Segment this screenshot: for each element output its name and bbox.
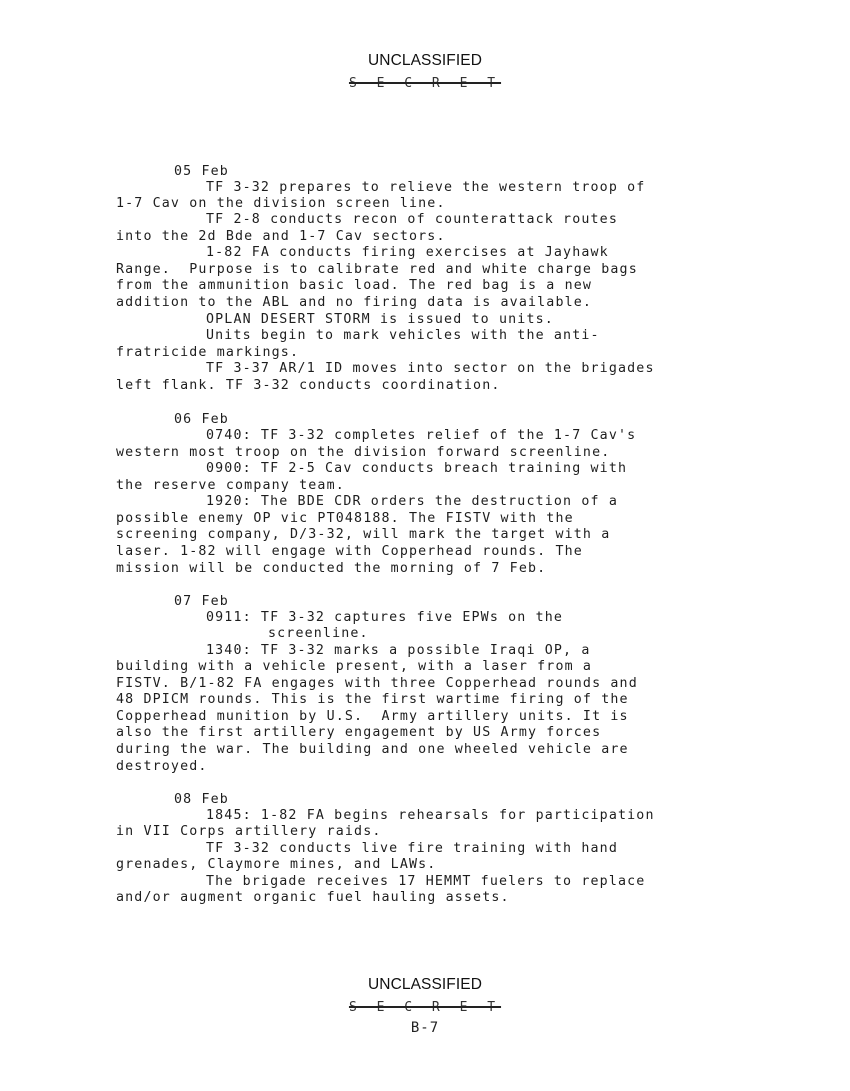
entry-line: mission will be conducted the morning of 7 Feb. (116, 561, 547, 576)
entry-line: building with a vehicle present, with a laser from a (116, 659, 593, 674)
entry-date: 07 Feb (174, 594, 229, 609)
entry-line: 1-7 Cav on the division screen line. (116, 196, 446, 211)
entry-line: 0900: TF 2-5 Cav conducts breach training with (206, 461, 628, 476)
entry-line: fratricide markings. (116, 345, 300, 360)
entry-line: TF 3-32 conducts live fire training with hand (206, 841, 618, 856)
entry-line: Units begin to mark vehicles with the anti- (206, 328, 600, 343)
entry-line: Copperhead munition by U.S. Army artillery units. It is (116, 709, 629, 724)
entry-line: screening company, D/3-32, will mark the target with a (116, 527, 611, 542)
entry-line: TF 2-8 conducts recon of counterattack routes (206, 212, 618, 227)
entry-line: 0740: TF 3-32 completes relief of the 1-7 Cav's (206, 428, 637, 443)
top-classification-banner: UNCLASSIFIED (367, 52, 483, 69)
entry-line: the reserve company team. (116, 478, 345, 493)
entry-line: 48 DPICM rounds. This is the first wartime firing of the (116, 692, 629, 707)
entry-date: 06 Feb (174, 412, 229, 427)
entry-line: 1845: 1-82 FA begins rehearsals for participation (206, 808, 655, 823)
entry-line: 0911: TF 3-32 captures five EPWs on the (206, 610, 564, 625)
page-number: B-7 (410, 1020, 440, 1036)
entry-date: 08 Feb (174, 792, 229, 807)
entry-line: western most troop on the division forward screenline. (116, 445, 611, 460)
entry-line: OPLAN DESERT STORM is issued to units. (206, 312, 554, 327)
bottom-classification-banner: UNCLASSIFIED (367, 976, 483, 993)
entry-line: into the 2d Bde and 1-7 Cav sectors. (116, 229, 446, 244)
entry-line: FISTV. B/1-82 FA engages with three Copperhead rounds and (116, 676, 638, 691)
entry-line: destroyed. (116, 759, 208, 774)
entry-line: laser. 1-82 will engage with Copperhead rounds. The (116, 544, 583, 559)
entry-date: 05 Feb (174, 164, 229, 179)
entry-line: 1920: The BDE CDR orders the destruction of a (206, 494, 618, 509)
entry-line: during the war. The building and one wheeled vehicle are (116, 742, 629, 757)
entry-line: The brigade receives 17 HEMMT fuelers to replace (206, 874, 646, 889)
entry-line: possible enemy OP vic PT048188. The FISTV with the (116, 511, 574, 526)
entry-line: TF 3-32 prepares to relieve the western troop of (206, 180, 646, 195)
entry-line: 1340: TF 3-32 marks a possible Iraqi OP, a (206, 643, 591, 658)
entry-line: grenades, Claymore mines, and LAWs. (116, 857, 437, 872)
entry-line: from the ammunition basic load. The red bag is a new (116, 278, 593, 293)
entry-line: also the first artillery engagement by US Army forces (116, 725, 602, 740)
bottom-struck-text: S E C R E T (348, 1000, 502, 1015)
bottom-struck-marking (0, 1000, 850, 1015)
entry-line: left flank. TF 3-32 conducts coordination. (116, 378, 501, 393)
entry-line: screenline. (268, 626, 369, 641)
entry-line: 1-82 FA conducts firing exercises at Jayhawk (206, 245, 609, 260)
top-struck-text: S E C R E T (348, 76, 502, 91)
entry-line: in VII Corps artillery raids. (116, 824, 382, 839)
entry-line: Range. Purpose is to calibrate red and white charge bags (116, 262, 638, 277)
entry-line: addition to the ABL and no firing data is available. (116, 295, 593, 310)
entry-line: and/or augment organic fuel hauling assets. (116, 890, 510, 905)
entry-line: TF 3-37 AR/1 ID moves into sector on the brigades (206, 361, 655, 376)
